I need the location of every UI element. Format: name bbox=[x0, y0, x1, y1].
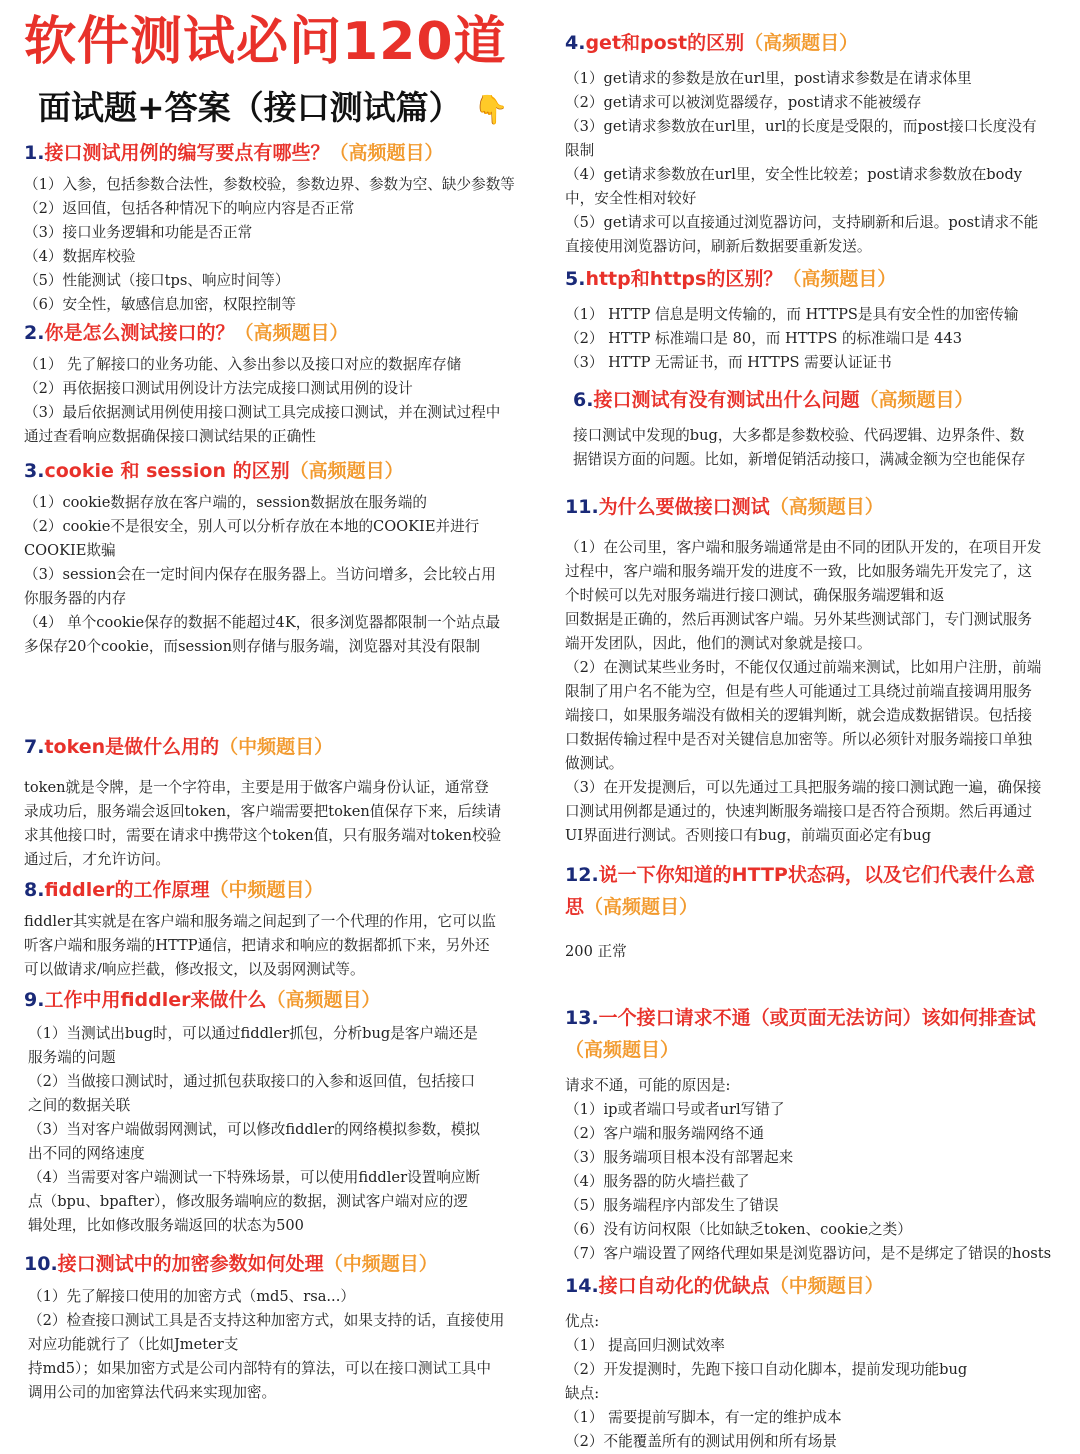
answer-4 bbox=[565, 67, 1065, 259]
frequency-tag: （中频题目） bbox=[209, 879, 324, 901]
answer-line: 个时候可以先对服务端进行接口测试，确保服务端逻辑和返 bbox=[565, 587, 945, 604]
frequency-tag: （高频题目） bbox=[565, 1039, 680, 1061]
question-number: 4. bbox=[565, 32, 586, 54]
question-number: 2. bbox=[24, 322, 45, 344]
question-heading-13 bbox=[565, 1003, 1065, 1033]
question-number: 6. bbox=[573, 389, 594, 411]
answer-7 bbox=[24, 776, 534, 872]
question-heading-6 bbox=[565, 385, 1065, 415]
answer-line: （1）先了解接口使用的加密方式（md5、rsa...） bbox=[28, 1288, 355, 1305]
question-title: 接口测试有没有测试出什么问题 bbox=[593, 389, 860, 411]
page-subtitle bbox=[24, 88, 534, 130]
answer-line: （1） 先了解接口的业务功能、入参出参以及接口对应的数据库存储 bbox=[24, 356, 462, 373]
frequency-tag: （高频题目） bbox=[289, 460, 404, 482]
answer-line: （6）没有访问权限（比如缺乏token、cookie之类） bbox=[565, 1221, 912, 1238]
answer-line: （1）get请求的参数是放在url里，post请求参数是在请求体里 bbox=[565, 70, 972, 87]
question-heading-7 bbox=[24, 732, 534, 762]
answer-line: 出不同的网络速度 bbox=[28, 1145, 145, 1162]
question-heading-10 bbox=[24, 1249, 534, 1279]
answer-line: 做测试。 bbox=[565, 755, 624, 772]
question-title: 一个接口请求不通（或页面无法访问）该如何排查试 bbox=[598, 1007, 1036, 1029]
frequency-tag: （高频题目） bbox=[744, 32, 859, 54]
question-number: 8. bbox=[24, 879, 45, 901]
answer-line: 口数据传输过程中是否对关键信息加密等。所以必须针对服务端接口单独 bbox=[565, 731, 1033, 748]
answer-line: （1）入参，包括参数合法性，参数校验，参数边界、参数为空、缺少参数等 bbox=[24, 176, 515, 193]
answer-line: （3）最后依据测试用例使用接口测试工具完成接口测试，并在测试过程中 bbox=[24, 404, 501, 421]
answer-line: （1）cookie数据存放在客户端的，session数据放在服务端的 bbox=[24, 494, 428, 511]
question-heading-11 bbox=[565, 492, 1065, 522]
answer-line: 口测试用例都是通过的，快速判断服务端接口是否符合预期。然后再通过 bbox=[565, 803, 1033, 820]
answer-line: 持md5）；如果加密方式是公司内部特有的算法，可以在接口测试工具中 bbox=[28, 1360, 491, 1377]
answer-8 bbox=[24, 910, 534, 982]
answer-line: 端接口，如果服务端没有做相关的逻辑判断，就会造成数据错误。包括接 bbox=[565, 707, 1033, 724]
page-title: 软件测试必问120道 bbox=[24, 12, 507, 72]
question-title: 为什么要做接口测试 bbox=[598, 496, 770, 518]
answer-line: （1）ip或者端口号或者url写错了 bbox=[565, 1101, 785, 1118]
answer-1 bbox=[24, 173, 534, 317]
frequency-tag: （高频题目） bbox=[859, 389, 974, 411]
question-title-cont: 思 bbox=[565, 896, 585, 918]
answer-line: 通过后，才允许访问。 bbox=[24, 851, 170, 868]
question-number: 14. bbox=[565, 1275, 599, 1297]
answer-line: （4）get请求参数放在url里，安全性比较差；post请求参数放在body bbox=[565, 166, 1023, 183]
question-title: token是做什么用的 bbox=[44, 736, 220, 758]
question-number: 3. bbox=[24, 460, 45, 482]
answer-line: （2）返回值，包括各种情况下的响应内容是否正常 bbox=[24, 200, 355, 217]
answer-line: （3）接口业务逻辑和功能是否正常 bbox=[24, 224, 253, 241]
answer-line: 直接使用浏览器访问，刷新后数据要重新发送。 bbox=[565, 238, 872, 255]
frequency-tag: （高频题目） bbox=[329, 142, 444, 164]
answer-line: （3）服务端项目根本没有部署起来 bbox=[565, 1149, 794, 1166]
answer-line: 接口测试中发现的bug，大多都是参数校验、代码逻辑、边界条件、数 bbox=[573, 427, 1025, 444]
question-title: fiddler的工作原理 bbox=[44, 879, 210, 901]
answer-line: （3）当对客户端做弱网测试，可以修改fiddler的网络模拟参数，模拟 bbox=[28, 1121, 481, 1138]
page-subtitle-text: 面试题+答案（接口测试篇） bbox=[38, 88, 462, 127]
answer-line: （1）当测试出bug时，可以通过fiddler抓包，分析bug是客户端还是 bbox=[28, 1025, 478, 1042]
answer-line: 缺点: bbox=[565, 1385, 600, 1402]
question-number: 7. bbox=[24, 736, 45, 758]
answer-6 bbox=[565, 424, 1065, 472]
frequency-tag: （中频题目） bbox=[219, 736, 334, 758]
answer-line: （4）当需要对客户端测试一下特殊场景，可以使用fiddler设置响应断 bbox=[28, 1169, 481, 1186]
answer-11 bbox=[565, 536, 1065, 848]
answer-line: fiddler其实就是在客户端和服务端之间起到了一个代理的作用，它可以监 bbox=[24, 913, 496, 930]
answer-line: （5）性能测试（接口tps、响应时间等） bbox=[24, 272, 290, 289]
question-title: 你是怎么测试接口的？ bbox=[44, 322, 235, 344]
answer-2 bbox=[24, 353, 534, 449]
answer-line: 中，安全性相对较好 bbox=[565, 190, 697, 207]
answer-line: 端开发团队，因此，他们的测试对象就是接口。 bbox=[565, 635, 872, 652]
question-heading-13-cont bbox=[565, 1035, 1065, 1065]
frequency-tag: （高频题目） bbox=[584, 896, 699, 918]
answer-line: 回数据是正确的，然后再测试客户端。另外某些测试部门，专门测试服务 bbox=[565, 611, 1033, 628]
answer-line: 辑处理，比如修改服务端返回的状态为500 bbox=[28, 1217, 304, 1234]
question-heading-4 bbox=[565, 28, 1065, 58]
answer-line: （5）服务端程序内部发生了错误 bbox=[565, 1197, 779, 1214]
question-number: 1. bbox=[24, 142, 45, 164]
frequency-tag: （高频题目） bbox=[769, 496, 884, 518]
answer-13 bbox=[565, 1074, 1065, 1266]
answer-line: （3） HTTP 无需证书，而 HTTPS 需要认证证书 bbox=[565, 354, 892, 371]
question-number: 5. bbox=[565, 268, 586, 290]
frequency-tag: （中频题目） bbox=[769, 1275, 884, 1297]
answer-10 bbox=[24, 1285, 534, 1405]
question-title: http和https的区别？ bbox=[585, 268, 783, 290]
answer-line: 通过查看响应数据确保接口测试结果的正确性 bbox=[24, 428, 316, 445]
answer-12 bbox=[565, 940, 1065, 964]
answer-line: 多保存20个cookie，而session则存储与服务端，浏览器对其没有限制 bbox=[24, 638, 481, 655]
answer-line: 你服务器的内存 bbox=[24, 590, 127, 607]
question-title: 接口测试中的加密参数如何处理 bbox=[57, 1253, 324, 1275]
answer-5 bbox=[565, 303, 1065, 375]
question-title: get和post的区别 bbox=[585, 32, 745, 54]
answer-line: （2）当做接口测试时，通过抓包获取接口的入参和返回值，包括接口 bbox=[28, 1073, 476, 1090]
answer-3 bbox=[24, 491, 534, 659]
question-number: 9. bbox=[24, 989, 45, 1011]
question-heading-12 bbox=[565, 860, 1065, 890]
answer-line: （2）检查接口测试工具是否支持这种加密方式，如果支持的话，直接使用 bbox=[28, 1312, 505, 1329]
answer-line: （1） 需要提前写脚本，有一定的维护成本 bbox=[565, 1409, 842, 1426]
answer-line: token就是令牌，是一个字符串，主要是用于做客户端身份认证，通常登 bbox=[24, 779, 489, 796]
answer-line: （2） HTTP 标准端口是 80，而 HTTPS 的标准端口是 443 bbox=[565, 330, 963, 347]
question-heading-1 bbox=[24, 138, 534, 168]
answer-line: （4）数据库校验 bbox=[24, 248, 136, 265]
question-heading-8 bbox=[24, 875, 534, 905]
question-heading-9 bbox=[24, 985, 534, 1015]
answer-line: 限制了用户名不能为空，但是有些人可能通过工具绕过前端直接调用服务 bbox=[565, 683, 1033, 700]
question-number: 13. bbox=[565, 1007, 599, 1029]
answer-line: 听客户端和服务端的HTTP通信，把请求和响应的数据都抓下来，另外还 bbox=[24, 937, 490, 954]
answer-line: （2）get请求可以被浏览器缓存，post请求不能被缓存 bbox=[565, 94, 922, 111]
answer-line: （1）在公司里，客户端和服务端通常是由不同的团队开发的，在项目开发 bbox=[565, 539, 1042, 556]
answer-line: 服务端的问题 bbox=[28, 1049, 116, 1066]
answer-line: 调用公司的加密算法代码来实现加密。 bbox=[28, 1384, 277, 1401]
question-number: 12. bbox=[565, 864, 599, 886]
question-heading-5 bbox=[565, 264, 1065, 294]
question-title: 工作中用fiddler来做什么 bbox=[44, 989, 267, 1011]
answer-line: （2）在测试某些业务时，不能仅仅通过前端来测试，比如用户注册，前端 bbox=[565, 659, 1042, 676]
answer-14 bbox=[565, 1310, 1065, 1454]
question-title: cookie 和 session 的区别 bbox=[44, 460, 290, 482]
answer-line: （2）不能覆盖所有的测试用例和所有场景 bbox=[565, 1433, 837, 1450]
answer-line: 对应功能就行了（比如Jmeter支 bbox=[28, 1336, 239, 1353]
question-number: 10. bbox=[24, 1253, 58, 1275]
question-heading-14 bbox=[565, 1271, 1065, 1301]
answer-line: （1） 提高回归测试效率 bbox=[565, 1337, 725, 1354]
answer-line: （2）再依据接口测试用例设计方法完成接口测试用例的设计 bbox=[24, 380, 413, 397]
answer-line: （5）get请求可以直接通过浏览器访问，支持刷新和后退。post请求不能 bbox=[565, 214, 1039, 231]
answer-line: 之间的数据关联 bbox=[28, 1097, 131, 1114]
answer-line: （3）session会在一定时间内保存在服务器上。当访问增多，会比较占用 bbox=[24, 566, 496, 583]
answer-line: （4）服务器的防火墙拦截了 bbox=[565, 1173, 750, 1190]
answer-line: 200 正常 bbox=[565, 943, 627, 960]
answer-line: 求其他接口时，需要在请求中携带这个token值，只有服务端对token校验 bbox=[24, 827, 502, 844]
question-title: 接口测试用例的编写要点有哪些？ bbox=[44, 142, 330, 164]
question-title: 说一下你知道的HTTP状态码，以及它们代表什么意 bbox=[598, 864, 1035, 886]
answer-line: （3）在开发提测后，可以先通过工具把服务端的接口测试跑一遍，确保接 bbox=[565, 779, 1042, 796]
frequency-tag: （高频题目） bbox=[234, 322, 349, 344]
question-number: 11. bbox=[565, 496, 599, 518]
answer-line: UI界面进行测试。否则接口有bug，前端页面必定有bug bbox=[565, 827, 932, 844]
question-heading-12-cont bbox=[565, 892, 1065, 922]
answer-line: （2）开发提测时，先跑下接口自动化脚本，提前发现功能bug bbox=[565, 1361, 968, 1378]
answer-line: 录成功后，服务端会返回token，客户端需要把token值保存下来，后续请 bbox=[24, 803, 502, 820]
answer-line: 请求不通，可能的原因是: bbox=[565, 1077, 731, 1094]
answer-line: 优点: bbox=[565, 1313, 600, 1330]
frequency-tag: （高频题目） bbox=[782, 268, 897, 290]
pointing-down-hand-icon: 👇 bbox=[473, 92, 509, 126]
answer-line: （2）客户端和服务端网络不通 bbox=[565, 1125, 765, 1142]
answer-line: （1） HTTP 信息是明文传输的，而 HTTPS是具有安全性的加密传输 bbox=[565, 306, 1019, 323]
answer-line: 可以做请求/响应拦截，修改报文，以及弱网测试等。 bbox=[24, 961, 365, 978]
question-heading-2 bbox=[24, 318, 534, 348]
frequency-tag: （中频题目） bbox=[323, 1253, 438, 1275]
question-title: 接口自动化的优缺点 bbox=[598, 1275, 770, 1297]
answer-line: （6）安全性，敏感信息加密，权限控制等 bbox=[24, 296, 296, 313]
answer-line: （2）cookie不是很安全，别人可以分析存放在本地的COOKIE并进行 bbox=[24, 518, 480, 535]
answer-line: 据错误方面的问题。比如，新增促销活动接口，满减金额为空也能保存 bbox=[573, 451, 1026, 468]
answer-line: 限制 bbox=[565, 142, 595, 159]
question-heading-3 bbox=[24, 456, 534, 486]
answer-line: 点（bpu、bpafter），修改服务端响应的数据，测试客户端对应的逻 bbox=[28, 1193, 468, 1210]
answer-9 bbox=[24, 1022, 534, 1238]
frequency-tag: （高频题目） bbox=[266, 989, 381, 1011]
answer-line: 过程中，客户端和服务端开发的进度不一致，比如服务端先开发完了，这 bbox=[565, 563, 1033, 580]
answer-line: COOKIE欺骗 bbox=[24, 542, 116, 559]
answer-line: （7）客户端设置了网络代理如果是浏览器访问，是不是绑定了错误的hosts bbox=[565, 1245, 1052, 1262]
answer-line: （4） 单个cookie保存的数据不能超过4K，很多浏览器都限制一个站点最 bbox=[24, 614, 501, 631]
answer-line: （3）get请求参数放在url里，url的长度是受限的，而post接口长度没有 bbox=[565, 118, 1037, 135]
